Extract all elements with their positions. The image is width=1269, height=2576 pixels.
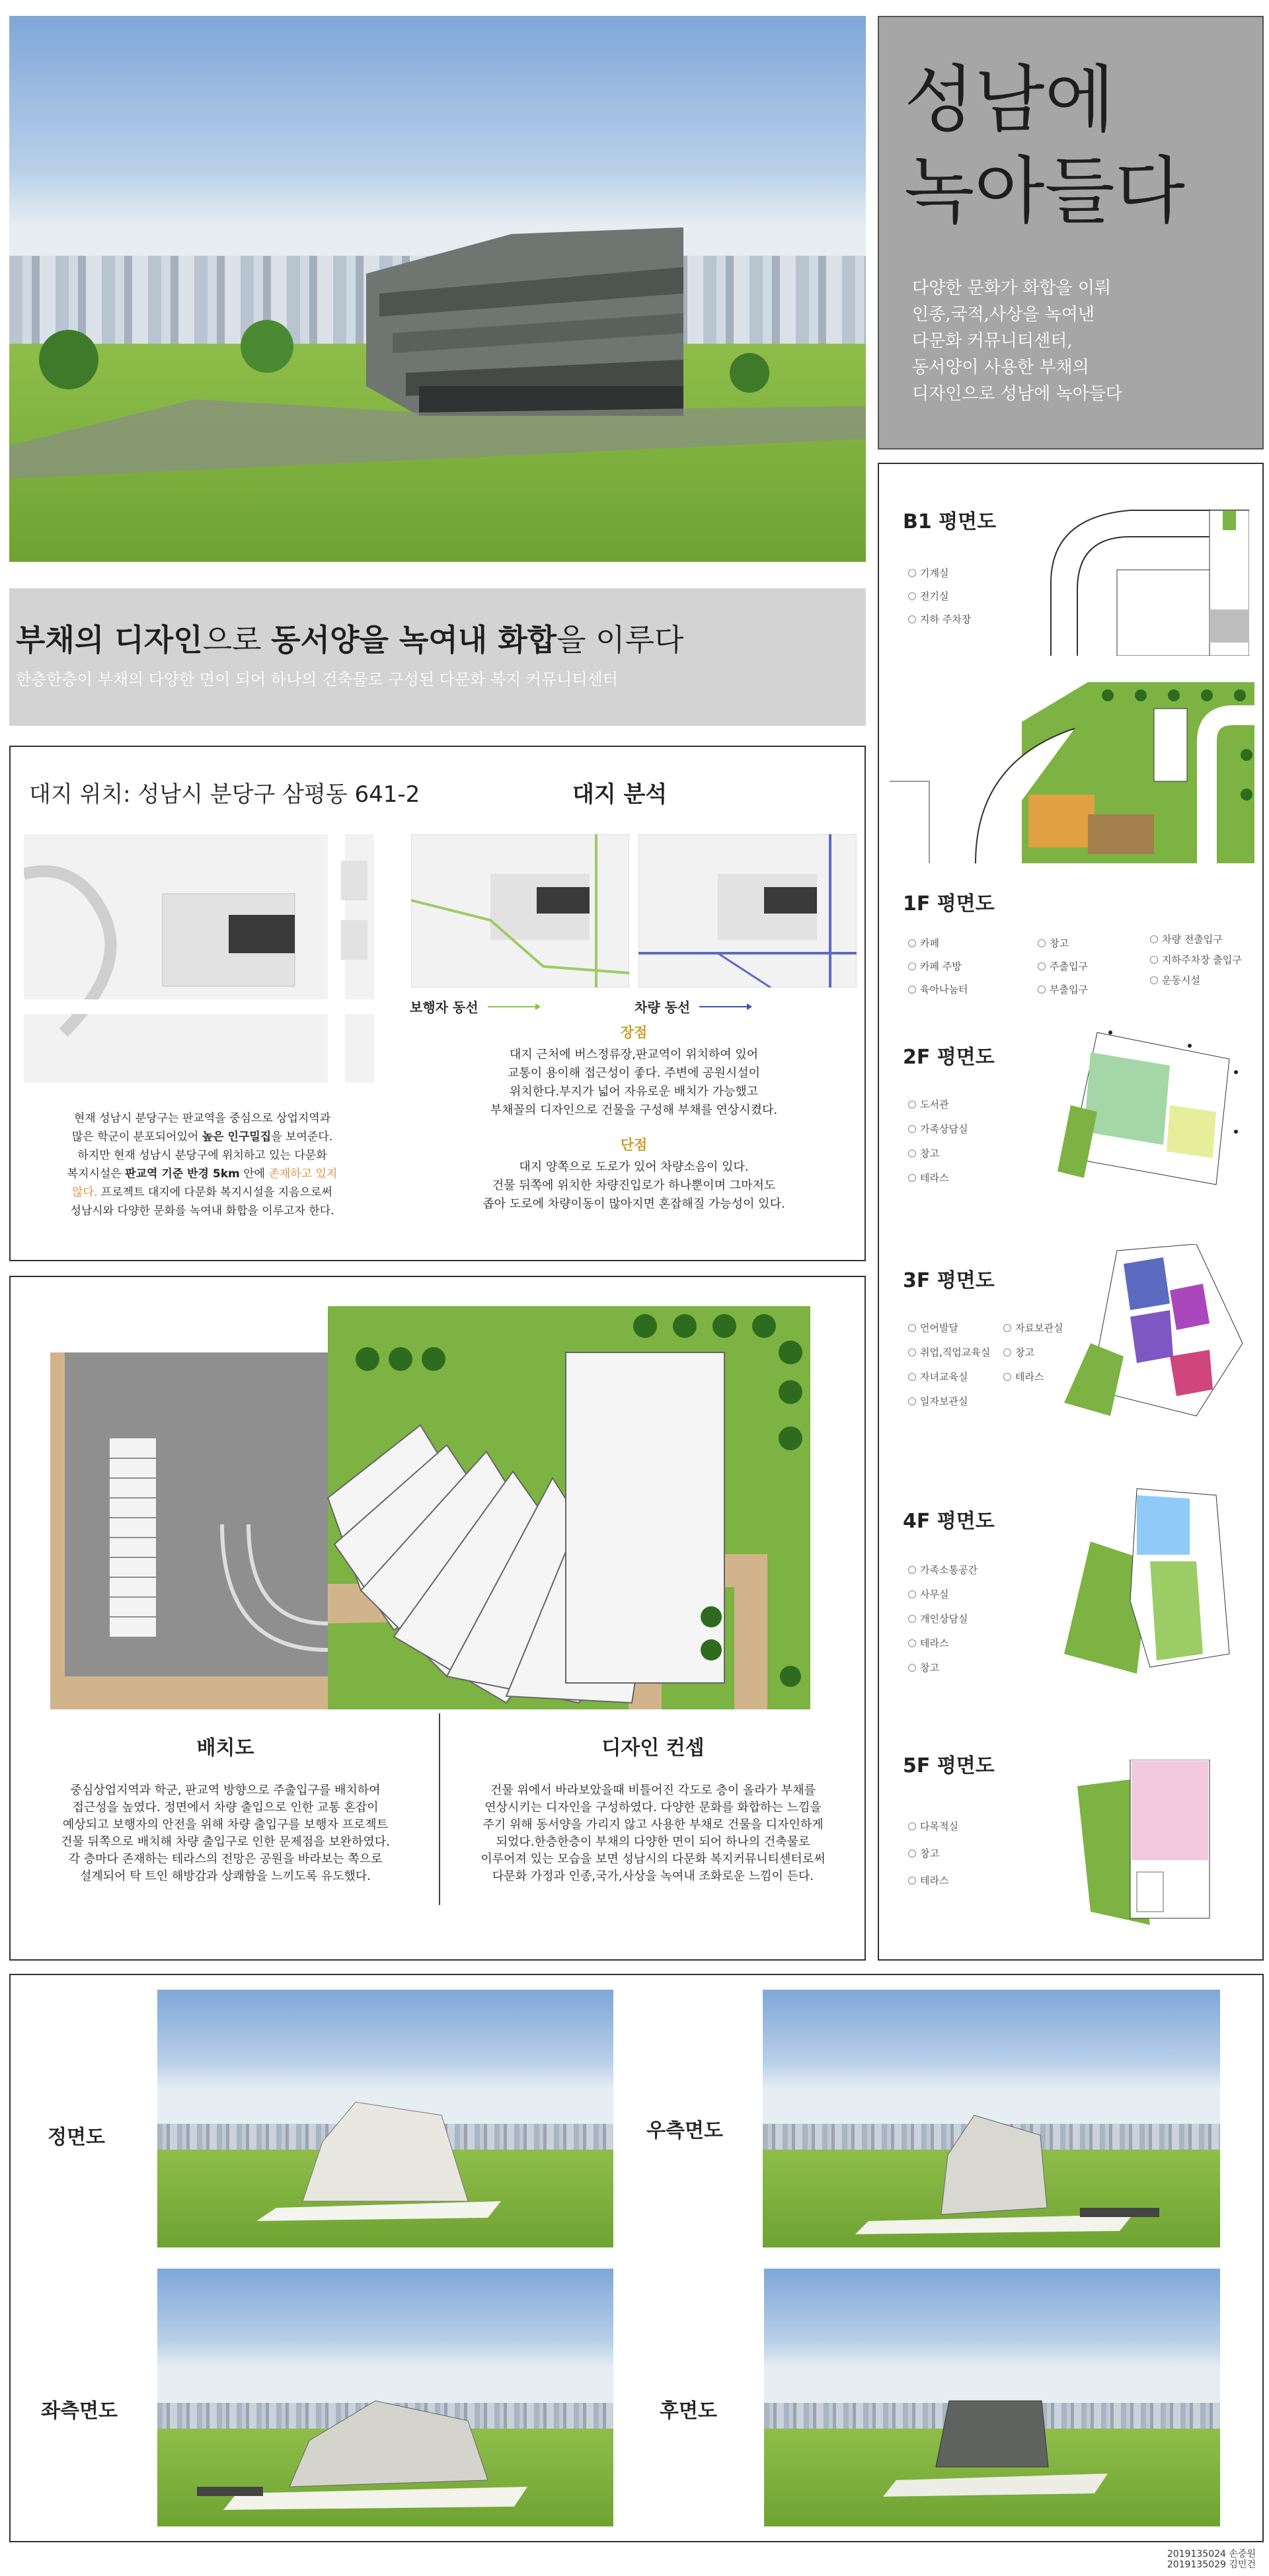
left-elevation-render — [157, 2269, 613, 2526]
left-elevation-label: 좌측면도 — [41, 2400, 118, 2423]
5f-title: 5F 평면도 — [903, 1754, 995, 1777]
floor-plans-panel — [878, 463, 1264, 1961]
vehicle-map — [638, 834, 857, 988]
b1-legend: 기계실 전기실 지하 주차장 — [908, 566, 971, 626]
site-location: 대지 위치: 성남시 분당구 삼평동 641-2 — [29, 781, 420, 808]
b1-title: B1 평면도 — [903, 510, 997, 533]
vehicle-legend: 차량 동선 — [634, 997, 752, 1016]
1f-legend-col3: 차량 전출입구 지하주차장 출입구 운동시설 — [1150, 932, 1256, 987]
site-description: 현재 성남시 분당구는 판교역을 중심으로 상업지역과 많은 학군이 분포되어있어 높은 인구밀집을 보여준다. 하지만 현재 성남시 분당구에 위치하고 있는 다문화 복지시설은 판교역 기준 반경 5km 안에 존재하고 있지 않다. 프로젝트 대지에 다문화 복지시설을 지음으로써 성남시와 다양한 문화를 녹여내 화합을 이루고자 한다. — [67, 1112, 338, 1218]
pedestrian-map — [411, 834, 629, 988]
site-cons: 단점 대지 양쪽으로 도로가 있어 차량소음이 있다. 건물 뒤쪽에 위치한 차량진입로가 하나뿐이며 그마저도 좁아 도로에 차량이동이 많아지면 혼잡해질 가능성이 있다. — [482, 1137, 785, 1211]
2f-legend: 도서관 가족상담실 창고 테라스 — [908, 1097, 968, 1185]
5f-plan — [1077, 1760, 1249, 1925]
site-map — [24, 834, 374, 1083]
rear-elevation-render — [764, 2269, 1220, 2526]
1f-plan — [890, 682, 1254, 863]
front-elevation-render — [157, 1990, 613, 2247]
3f-legend-col2: 자료보관실 창고 테라스 — [1003, 1321, 1063, 1384]
pedestrian-legend: 보행자 동선 — [410, 997, 541, 1016]
2f-title: 2F 평면도 — [903, 1046, 995, 1069]
4f-plan — [1064, 1482, 1249, 1680]
green-arrow-icon — [488, 1003, 541, 1011]
front-elevation-label: 정면도 — [48, 2126, 105, 2149]
site-analysis-panel — [9, 746, 866, 1261]
1f-legend-col2: 창고 주출입구 부출입구 — [1038, 936, 1088, 996]
blue-arrow-icon — [699, 1003, 752, 1011]
3f-title: 3F 평면도 — [903, 1269, 995, 1292]
banner-headline: 부채의 디자인으로 동서양을 녹여내 화합을 이루다 — [16, 622, 684, 658]
layout-plan-text: 배치도 중심상업지역과 학군, 판교역 방향으로 주출입구를 배치하여 접근성을 높였다. 정면에서 차량 출입으로 인한 교통 혼잡이 예상되고 보행자의 안전을 위해 차량 출입구를 보행자 프로젝트 건물 뒤쪽으로 배치해 차량 출입구로 인한 문제점을 보완하였다. 각 층마다 존재하는 테라스의 전망은 공원을 바라보는 쪽으로 설계되어 탁 트인 해방감과 상쾌함을 느끼도록 유도했다. — [61, 1737, 390, 1883]
layout-plan-panel — [9, 1276, 866, 1961]
4f-title: 4F 평면도 — [903, 1510, 995, 1533]
2f-plan — [1058, 1026, 1249, 1191]
design-concept-text: 디자인 컨셉 건물 위에서 바라보았을때 비틀어진 각도로 층이 올라가 부채를 연상시키는 디자인을 구성하였다. 다양한 문화를 화합하는 느낌을 주기 위해 동서양을 가리지 않고 사용한 부채로 건물을 디자인하게 되었다.한층한층이 부채의 다양한 면이 되어 하나의 건축물로 이루어져 있는 모습을 보면 성남시의 다문화 복지커뮤니티센터로써 다문화 가정과 인종,국가,사상을 녹여내 조화로운 느낌이 든다. — [481, 1737, 826, 1883]
site-pros: 장점 대지 근처에 버스정류장,판교역이 위치하여 있어 교통이 용이해 접근성이 좋다. 주변에 공원시설이 위치한다.부지가 넓어 자유로운 배치가 가능했고 부채꼴의 디자인으로 건물을 구성해 부채를 연상시켰다. — [490, 1025, 778, 1117]
tagline: 다양한 문화가 화합을 이뤄 인종,국적,사상을 녹여낸 다문화 커뮤니티센터, 동서양이 사용한 부채의 디자인으로 성남에 녹아들다 — [912, 278, 1122, 404]
right-elevation-render — [763, 1990, 1220, 2247]
hero-render — [9, 16, 866, 562]
divider — [439, 1713, 440, 1905]
1f-legend-col1: 카페 카페 주방 육아나눔터 — [908, 936, 968, 996]
right-elevation-label: 우측면도 — [646, 2119, 723, 2142]
site-plan-drawing — [50, 1306, 810, 1709]
site-analysis-title: 대지 분석 — [572, 781, 668, 808]
concept-banner — [9, 588, 866, 726]
3f-legend-col1: 언어발달 취업,직업교육실 자녀교육실 일자보관실 — [908, 1321, 990, 1408]
title-panel — [878, 16, 1264, 449]
5f-legend: 다목적실 창고 테라스 — [908, 1819, 958, 1887]
3f-plan — [1064, 1244, 1249, 1423]
banner-subline: 한층한층이 부채의 다양한 면이 되어 하나의 건축물로 구성된 다문화 복지 커뮤니티센터 — [16, 670, 618, 689]
building-render — [9, 16, 866, 562]
1f-title: 1F 평면도 — [903, 892, 995, 916]
main-title: 성남에 녹아들다 — [904, 58, 1186, 233]
credits: 2019135024 손중원 2019135029 김민건 — [1167, 2549, 1256, 2570]
rear-elevation-label: 후면도 — [660, 2400, 717, 2423]
elevations-panel — [9, 1974, 1264, 2542]
b1-plan — [1044, 504, 1249, 656]
4f-legend: 가족소통공간 사무실 개인상담실 테라스 창고 — [908, 1563, 978, 1674]
